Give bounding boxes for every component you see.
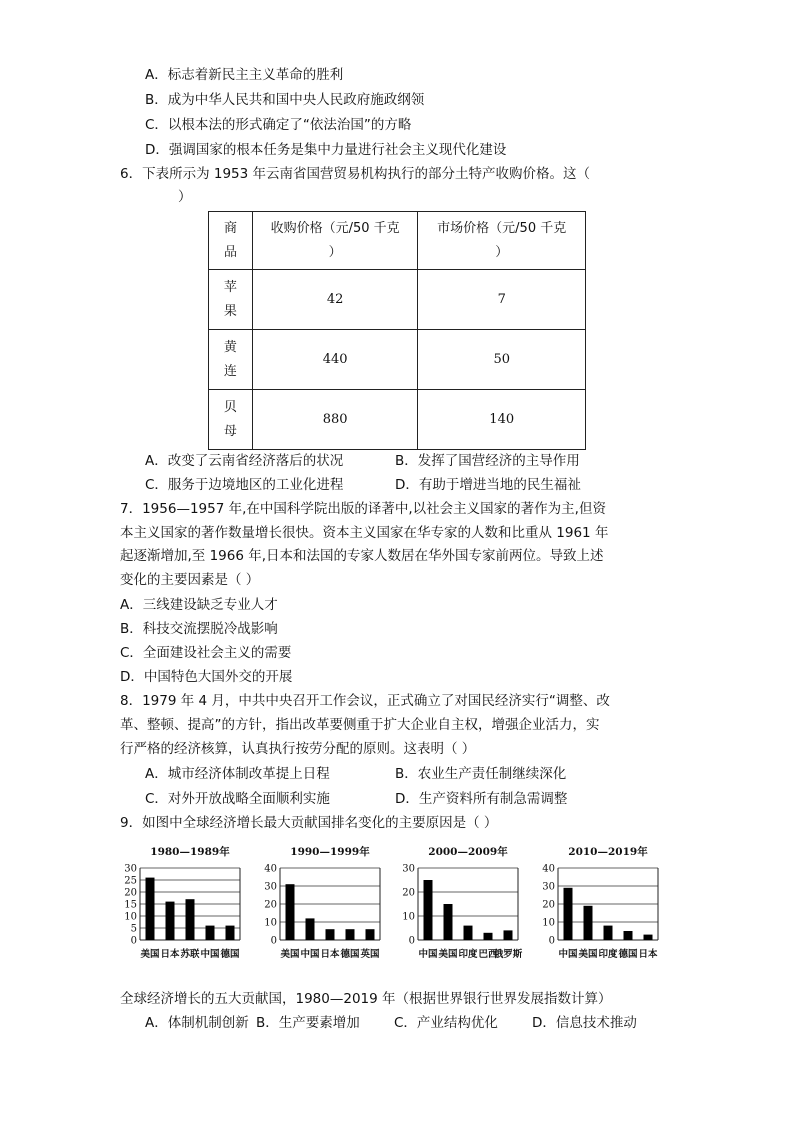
x-category-label: 中国 <box>300 949 320 960</box>
row-purchase-price: 440 <box>252 330 418 390</box>
y-tick-label: 20 <box>542 899 555 911</box>
header-purchase-line2: ） <box>328 244 342 260</box>
bar <box>464 926 473 940</box>
q9-caption: 全球经济增长的五大贡献国，1980—2019 年（根据世界银行世界发展指数计算） <box>120 991 612 1007</box>
q6-stem-line2: ） <box>178 189 192 205</box>
y-tick-label: 20 <box>402 887 415 899</box>
chart-title: 1980—1989年 <box>150 846 230 858</box>
chart-title: 1990—1999年 <box>290 846 370 858</box>
bar <box>226 926 235 940</box>
bar <box>306 918 315 940</box>
x-category-label: 英国 <box>360 949 380 960</box>
q8-option-a: A．城市经济体制改革提上日程 <box>145 766 330 782</box>
chart-title: 2000—2009年 <box>428 846 508 858</box>
x-category-label: 俄罗斯 <box>493 949 523 960</box>
x-category-label: 美国 <box>578 949 598 960</box>
y-tick-label: 30 <box>124 863 137 875</box>
q6-option-c: C．服务于边境地区的工业化进程 <box>145 477 344 493</box>
x-category-label: 中国 <box>418 949 438 960</box>
row-purchase-price: 42 <box>252 270 418 330</box>
x-category-label: 印度 <box>598 949 618 960</box>
bar <box>206 926 215 940</box>
q5-option-d: D．强调国家的根本任务是集中力量进行社会主义现代化建设 <box>145 142 507 158</box>
row-name-bottom: 母 <box>223 423 237 439</box>
bar <box>624 931 633 940</box>
row-name-bottom: 果 <box>223 303 237 319</box>
bar <box>644 935 653 940</box>
bar <box>484 933 493 940</box>
table-row <box>209 270 586 330</box>
chart-2010s-svg <box>536 842 706 962</box>
bar <box>326 929 335 940</box>
y-tick-label: 0 <box>130 935 137 947</box>
q7-option-c: C．全面建设社会主义的需要 <box>120 645 292 661</box>
q8-stem-line2: 革、整顿、提高”的方针，指出改革要侧重于扩大企业自主权，增强企业活力，实 <box>120 717 600 733</box>
row-name-bottom: 连 <box>223 363 237 379</box>
table-row <box>209 330 586 390</box>
x-category-label: 印度 <box>458 949 478 960</box>
x-category-label: 美国 <box>438 949 458 960</box>
q8-option-d: D．生产资料所有制急需调整 <box>395 791 568 807</box>
y-tick-label: 40 <box>264 863 277 875</box>
y-tick-label: 20 <box>264 899 277 911</box>
x-category-label: 德国 <box>618 949 638 960</box>
y-tick-label: 5 <box>130 923 137 935</box>
q8-option-b: B．农业生产责任制继续深化 <box>395 766 567 782</box>
table-header-purchase-price <box>252 212 418 270</box>
y-tick-label: 0 <box>548 935 555 947</box>
bar <box>186 899 195 940</box>
row-name-top: 贝 <box>223 399 237 415</box>
header-commodity-text: 商品 <box>223 220 237 260</box>
x-category-label: 巴西 <box>478 949 498 960</box>
row-name-top: 苹 <box>223 279 237 295</box>
bar <box>504 930 513 940</box>
y-tick-label: 0 <box>408 935 415 947</box>
y-tick-label: 15 <box>124 899 137 911</box>
row-purchase-price: 880 <box>252 390 418 450</box>
header-purchase-line1: 收购价格（元/50 千克 <box>270 220 400 236</box>
bar <box>286 884 295 940</box>
q7-option-a: A．三线建设缺乏专业人才 <box>120 597 278 613</box>
bar <box>584 906 593 940</box>
row-market-price: 140 <box>418 390 586 450</box>
y-tick-label: 30 <box>402 863 415 875</box>
y-tick-label: 10 <box>124 911 137 923</box>
y-tick-label: 10 <box>402 911 415 923</box>
x-category-label: 苏联 <box>180 949 200 960</box>
q9-option-b: B．生产要素增加 <box>256 1015 360 1031</box>
q7-stem-line2: 本主义国家的著作数量增长很快。资本主义国家在华专家的人数和比重从 1961 年 <box>120 525 609 541</box>
bar <box>604 926 613 940</box>
x-category-label: 德国 <box>220 949 240 960</box>
header-market-line1: 市场价格（元/50 千克 <box>437 220 567 236</box>
chart-2010s <box>536 842 706 962</box>
q8-stem-line3: 行严格的经济核算，认真执行按劳分配的原则。这表明（ ） <box>120 741 476 757</box>
bar <box>424 880 433 940</box>
x-category-label: 中国 <box>200 949 220 960</box>
q5-option-c: C．以根本法的形式确定了“依法治国”的方略 <box>145 117 412 133</box>
x-category-label: 日本 <box>638 949 658 960</box>
y-tick-label: 30 <box>542 881 555 893</box>
x-category-label: 日本 <box>320 949 340 960</box>
y-tick-label: 0 <box>270 935 277 947</box>
q9-option-c: C．产业结构优化 <box>394 1015 498 1031</box>
q6-stem-line1: 6．下表所示为 1953 年云南省国营贸易机构执行的部分土特产收购价格。这（ <box>120 166 591 182</box>
bar <box>146 878 155 940</box>
q9-option-d: D．信息技术推动 <box>532 1015 637 1031</box>
q9-stem: 9．如图中全球经济增长最大贡献国排名变化的主要原因是（ ） <box>120 815 498 831</box>
header-market-line2: ） <box>495 244 509 260</box>
y-tick-label: 10 <box>542 917 555 929</box>
q7-stem-line3: 起逐渐增加,至 1966 年,日本和法国的专家人数居在华外国专家前两位。导致上述 <box>120 548 604 564</box>
q5-option-b: B．成为中华人民共和国中央人民政府施政纲领 <box>145 92 425 108</box>
x-category-label: 日本 <box>160 949 180 960</box>
x-category-label: 美国 <box>140 949 160 960</box>
bar <box>346 929 355 940</box>
price-table <box>208 211 586 450</box>
bar <box>564 888 573 940</box>
x-category-label: 美国 <box>280 949 300 960</box>
q8-stem-line1: 8．1979 年 4 月，中共中央召开工作会议，正式确立了对国民经济实行“调整、改 <box>120 693 610 709</box>
q6-option-d: D．有助于增进当地的民生福祉 <box>395 477 581 493</box>
y-tick-label: 20 <box>124 887 137 899</box>
q9-option-a: A．体制机制创新 <box>145 1015 249 1031</box>
chart-title: 2010—2019年 <box>568 846 648 858</box>
bar <box>444 904 453 940</box>
y-tick-label: 30 <box>264 881 277 893</box>
q7-stem-line4: 变化的主要因素是（ ） <box>120 572 260 588</box>
q6-option-a: A．改变了云南省经济落后的状况 <box>145 453 344 469</box>
q6-option-b: B．发挥了国营经济的主导作用 <box>395 453 580 469</box>
bar <box>166 902 175 940</box>
y-tick-label: 10 <box>264 917 277 929</box>
x-category-label: 中国 <box>558 949 578 960</box>
q5-option-a: A．标志着新民主主义革命的胜利 <box>145 67 344 83</box>
y-tick-label: 40 <box>542 863 555 875</box>
bar <box>366 929 375 940</box>
table-header-market-price <box>418 212 586 270</box>
table-row <box>209 390 586 450</box>
q7-stem-line1: 7．1956—1957 年,在中国科学院出版的译著中,以社会主义国家的著作为主,但资 <box>120 501 606 517</box>
row-name-top: 黄 <box>223 339 237 355</box>
table-header-commodity <box>209 212 253 270</box>
q7-option-b: B．科技交流摆脱冷战影响 <box>120 621 278 637</box>
row-market-price: 50 <box>418 330 586 390</box>
q8-option-c: C．对外开放战略全面顺利实施 <box>145 791 330 807</box>
x-category-label: 德国 <box>340 949 360 960</box>
row-market-price: 7 <box>418 270 586 330</box>
y-tick-label: 25 <box>124 875 137 887</box>
q7-option-d: D．中国特色大国外交的开展 <box>120 669 293 685</box>
